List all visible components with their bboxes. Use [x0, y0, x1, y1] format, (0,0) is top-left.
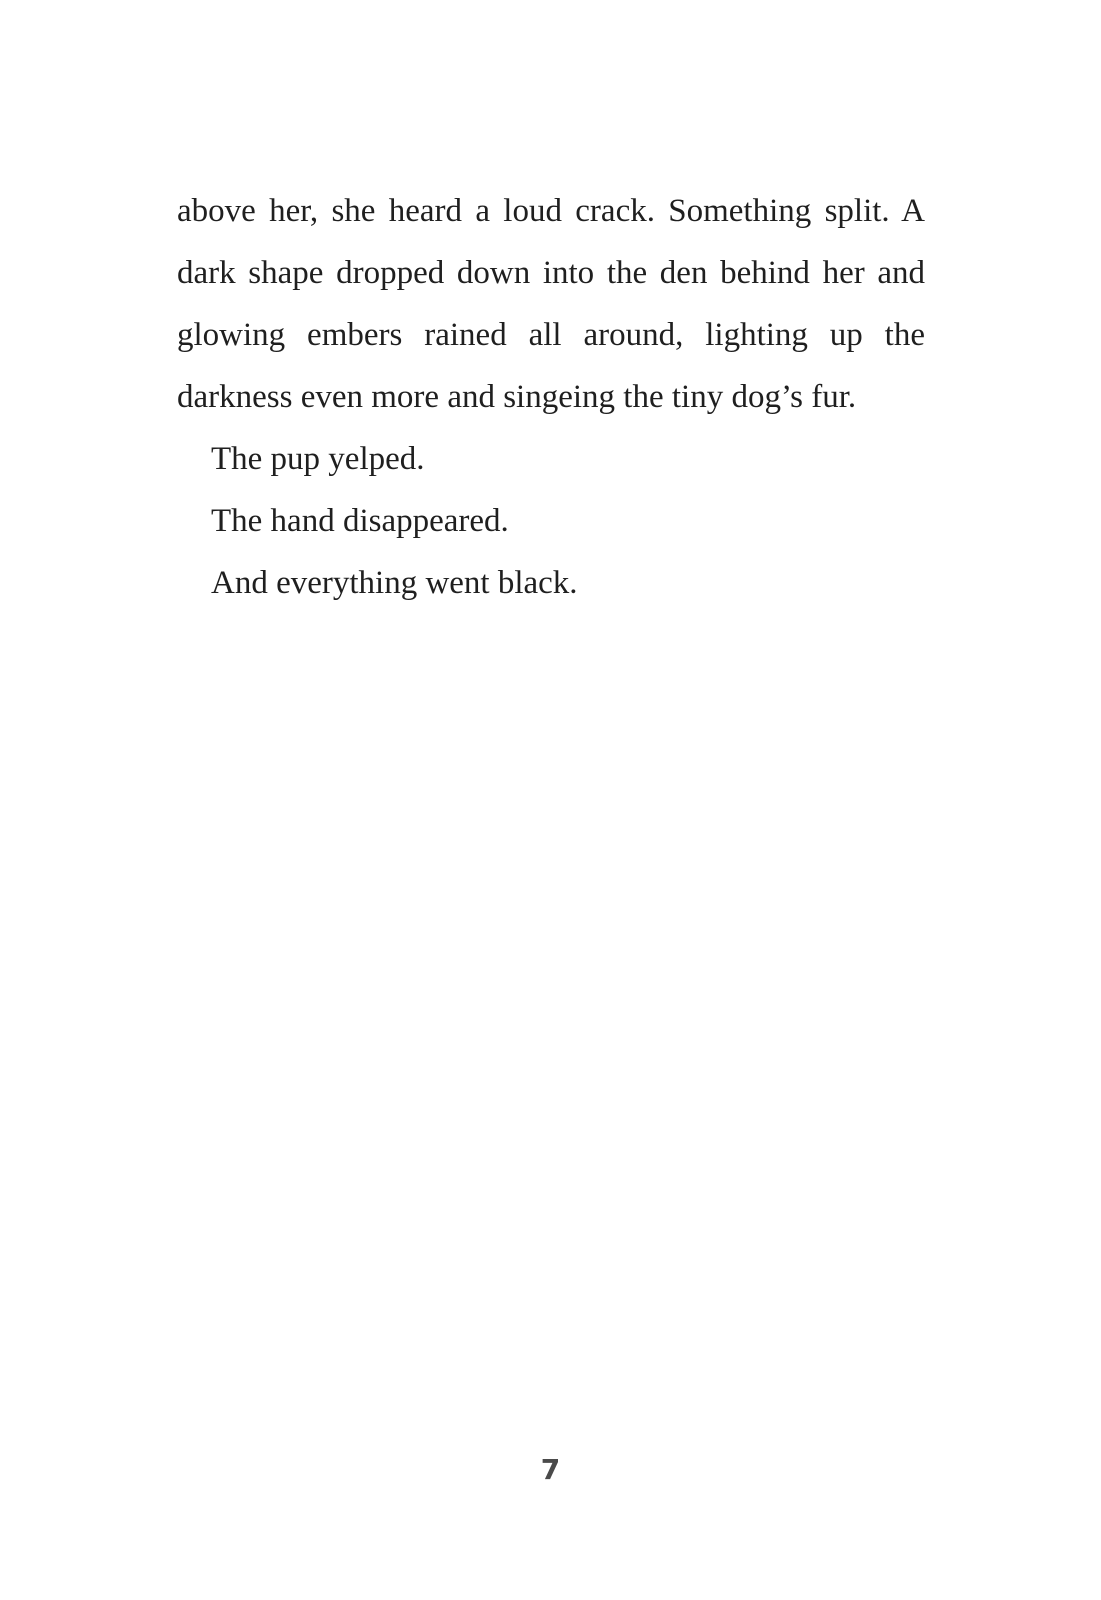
- paragraph-continued: above her, she heard a loud crack. Something split. A dark shape dropped down into the den behind her and glowing embers rained all around, lighting up the darkness even more and singeing the tiny dog’s fur.: [177, 193, 925, 415]
- paragraph-pup-yelped: The pup yelped.: [211, 441, 425, 477]
- paragraph-went-black: And everything went black.: [211, 565, 578, 601]
- page-number: 7: [540, 1453, 561, 1486]
- paragraph-hand-disappeared: The hand disappeared.: [211, 503, 509, 539]
- body-text: [177, 180, 925, 614]
